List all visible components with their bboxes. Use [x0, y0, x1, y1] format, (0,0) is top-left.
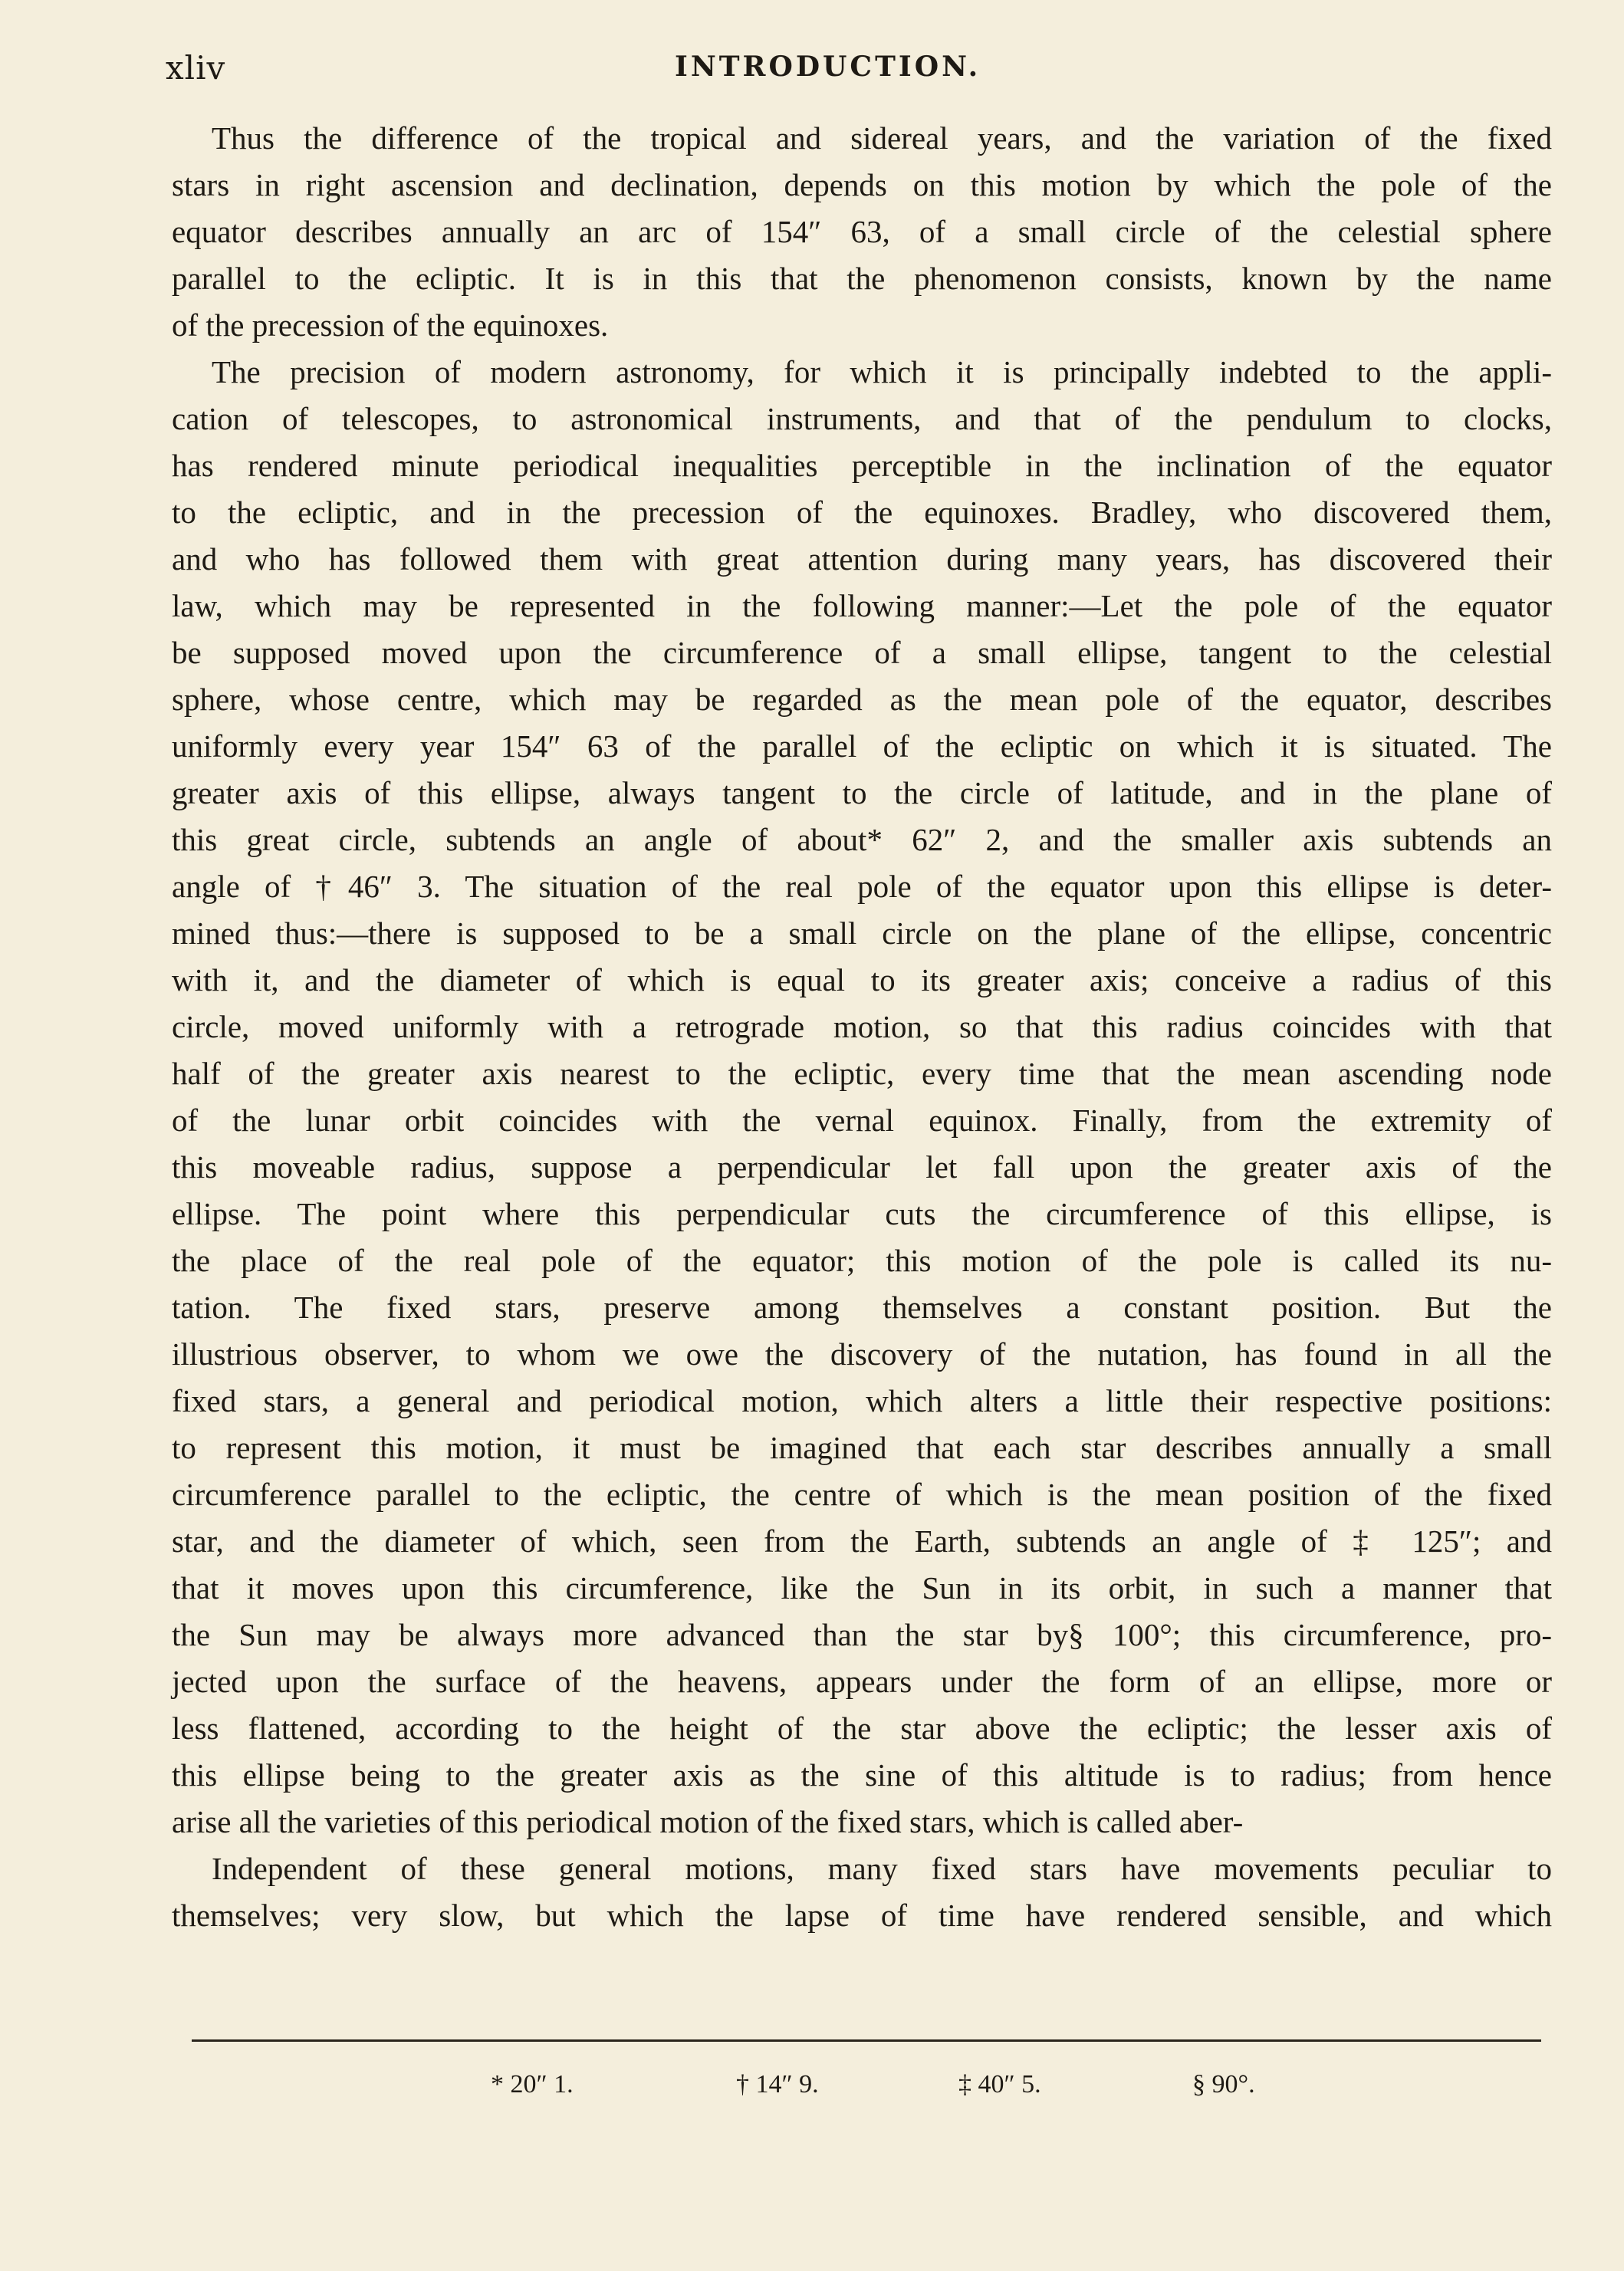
paragraph	[172, 115, 1552, 349]
text-line: the place of the real pole of the equator; this motion of the pole is called its nu-	[172, 1243, 1552, 1278]
paragraph	[172, 1845, 1552, 1939]
footnote-rule	[192, 2039, 1541, 2042]
text-line: ellipse. The point where this perpendicular cuts the circumference of this ellipse, is	[172, 1196, 1552, 1231]
text-line: sphere, whose centre, which may be regarded as the mean pole of the equator, describes	[172, 682, 1552, 717]
text-line: jected upon the surface of the heavens, appears under the form of an ellipse, more or	[172, 1664, 1552, 1699]
text-line: cation of telescopes, to astronomical instruments, and that of the pendulum to clocks,	[172, 401, 1552, 436]
footnote: ‡ 40″ 5.	[958, 2070, 1041, 2098]
body-text	[172, 115, 1552, 1939]
text-line: The precision of modern astronomy, for which it is principally indebted to the appli-	[212, 354, 1552, 389]
text-line: to the ecliptic, and in the precession of the equinoxes. Bradley, who discovered them,	[172, 495, 1552, 530]
page-number: xliv	[166, 49, 226, 87]
text-line: illustrious observer, to whom we owe the discovery of the nutation, has found in all the	[172, 1336, 1552, 1372]
text-line: star, and the diameter of which, seen from the Earth, subtends an angle of ‡ 125″; and	[172, 1523, 1552, 1559]
paragraph	[172, 349, 1552, 1845]
text-line: and who has followed them with great attention during many years, has discovered their	[172, 541, 1552, 577]
running-head: INTRODUCTION.	[675, 51, 981, 83]
text-line: greater axis of this ellipse, always tangent to the circle of latitude, and in the plane of	[172, 775, 1552, 810]
text-line: circle, moved uniformly with a retrograde motion, so that this radius coincides with that	[172, 1009, 1552, 1044]
text-line: uniformly every year 154″ 63 of the parallel of the ecliptic on which it is situated. The	[172, 728, 1552, 764]
text-line: of the precession of the equinoxes.	[172, 307, 609, 343]
footnote: * 20″ 1.	[491, 2070, 574, 2098]
text-line: Thus the difference of the tropical and sidereal years, and the variation of the fixed	[212, 120, 1552, 156]
text-line: that it moves upon this circumference, like the Sun in its orbit, in such a manner that	[172, 1570, 1552, 1605]
text-line: this moveable radius, suppose a perpendicular let fall upon the greater axis of the	[172, 1149, 1552, 1185]
text-line: equator describes annually an arc of 154″ 63, of a small circle of the celestial sphere	[172, 214, 1552, 249]
text-line: be supposed moved upon the circumference of a small ellipse, tangent to the celestial	[172, 635, 1552, 670]
text-line: parallel to the ecliptic. It is in this that the phenomenon consists, known by the name	[172, 261, 1552, 296]
text-line: this great circle, subtends an angle of about* 62″ 2, and the smaller axis subtends an	[172, 822, 1552, 857]
text-line: circumference parallel to the ecliptic, the centre of which is the mean position of the fixed	[172, 1477, 1552, 1512]
text-line: mined thus:—there is supposed to be a small circle on the plane of the ellipse, concentric	[172, 915, 1552, 951]
text-line: with it, and the diameter of which is equal to its greater axis; conceive a radius of this	[172, 962, 1552, 997]
text-line: law, which may be represented in the following manner:—Let the pole of the equator	[172, 588, 1552, 623]
text-line: Independent of these general motions, many fixed stars have movements peculiar to	[212, 1851, 1552, 1886]
text-line: arise all the varieties of this periodical motion of the fixed stars, which is called aber-	[172, 1804, 1244, 1839]
footnote: † 14″ 9.	[736, 2070, 819, 2098]
text-line: stars in right ascension and declination, depends on this motion by which the pole of the	[172, 167, 1552, 202]
text-line: less flattened, according to the height of the star above the ecliptic; the lesser axis of	[172, 1711, 1552, 1746]
text-line: angle of †46″ 3. The situation of the real pole of the equator upon this ellipse is deter-	[172, 869, 1552, 904]
text-line: fixed stars, a general and periodical motion, which alters a little their respective positions:	[172, 1383, 1552, 1418]
text-line: has rendered minute periodical inequalities perceptible in the inclination of the equator	[172, 448, 1552, 483]
text-line: of the lunar orbit coincides with the vernal equinox. Finally, from the extremity of	[172, 1103, 1552, 1138]
text-line: this ellipse being to the greater axis as the sine of this altitude is to radius; from hence	[172, 1757, 1552, 1793]
text-line: half of the greater axis nearest to the ecliptic, every time that the mean ascending node	[172, 1056, 1552, 1091]
footnote: § 90°.	[1192, 2070, 1255, 2098]
text-line: themselves; very slow, but which the lapse of time have rendered sensible, and which	[172, 1898, 1552, 1933]
text-line: the Sun may be always more advanced than the star by§ 100°; this circumference, pro-	[172, 1617, 1552, 1652]
text-line: to represent this motion, it must be imagined that each star describes annually a small	[172, 1430, 1552, 1465]
text-line: tation. The fixed stars, preserve among themselves a constant position. But the	[172, 1290, 1552, 1325]
